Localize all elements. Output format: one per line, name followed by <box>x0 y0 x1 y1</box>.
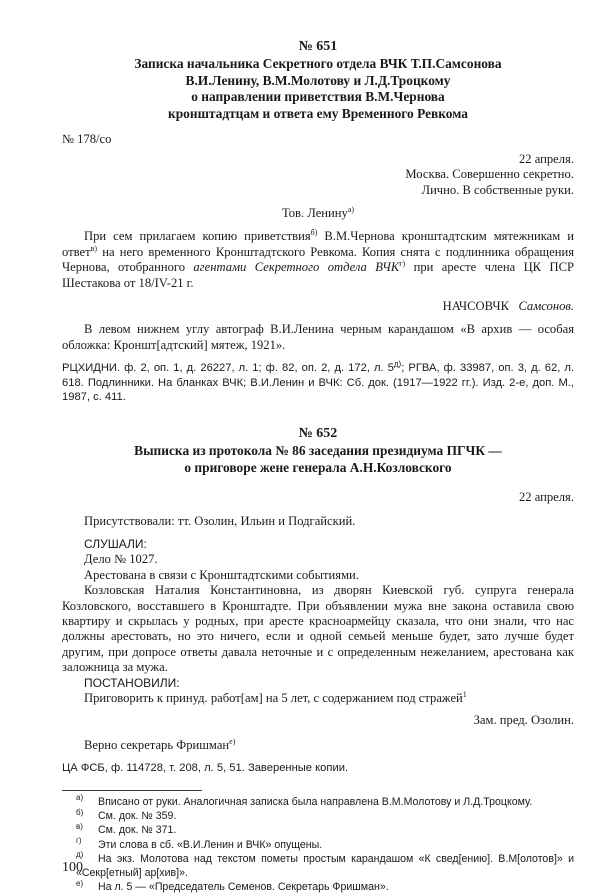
doc-652-source: ЦА ФСБ, ф. 114728, т. 208, л. 5, 51. Заверенные копии. <box>62 762 349 775</box>
footnote-text: Эти слова в сб. «В.И.Ленин и ВЧК» опущены. <box>98 838 323 851</box>
body-text: При сем прилагаем копию приветствия <box>84 229 311 244</box>
doc-651-title-line: В.И.Ленину, В.М.Молотову и Л.Д.Троцкому <box>185 72 451 88</box>
doc-651-title-line: кронштадтцам и ответа ему Временного Ревкома <box>168 105 468 121</box>
heard-label: СЛУШАЛИ: <box>84 537 147 552</box>
arrest-reason: Арестована в связи с Кронштадтскими событиями. <box>84 567 359 582</box>
footnote: $^{д)}$ На экз. Молотова над текстом пометы простым карандашом «К свед[ению]. В.М[олотов]» и «Секр[етный] ар[хив]». <box>76 850 574 879</box>
sentence-text: Приговорить к принуд. работ[ам] на 5 лет, с содержанием под стражей <box>84 691 463 706</box>
body-text: В.М.Чернова кронштадтским мятежникам и ответ <box>62 229 574 259</box>
secretary-text: Верно секретарь Фришман <box>84 737 230 752</box>
doc-651-addressee <box>62 206 574 221</box>
doc-651-title-line: Записка начальника Секретного отдела ВЧК Т.П.Самсонова <box>134 56 502 71</box>
footnote-ref: 1 <box>462 689 467 699</box>
footnote-ref: д) <box>393 359 402 369</box>
addressee-text: Тов. Ленину <box>281 206 348 220</box>
footnote-ref: а) <box>347 204 355 214</box>
footnotes <box>62 795 574 894</box>
page-number: 100 <box>62 860 83 875</box>
footnote-ref: г) <box>399 259 406 269</box>
footnote-ref: е) <box>229 736 236 746</box>
body-italic: агентами Секретного отдела ВЧК <box>193 260 400 275</box>
doc-651-title <box>62 56 574 122</box>
source-text: РЦХИДНИ. ф. 2, оп. 1, д. 26227, л. 1; ф. 82, оп. 2, д. 172, л. 5 <box>62 362 394 375</box>
footnote-divider <box>62 790 202 791</box>
document-page <box>62 38 574 894</box>
doc-652-title-line: о приговоре жене генерала А.Н.Козловского <box>184 459 452 475</box>
doc-652-title <box>62 443 574 476</box>
body-text: на него временного Кронштадтского Ревкома. Копия снята с подлинника обращения Чернова, отобранного <box>62 244 574 275</box>
footnote: $^{в)}$ См. док. № 371. <box>76 821 177 837</box>
case-number: Дело № 1027. <box>84 552 158 567</box>
doc-651-source <box>62 361 574 405</box>
doc-651-note: В левом нижнем углу автограф В.И.Ленина черным карандашом «В архив — особая обложка: Кроншт[адтский] мятеж, 1921». <box>62 322 574 352</box>
footnote-text: На экз. Молотова над текстом пометы простым карандашом «К свед[ению]. В.М[олотов]» и «Секр[етный] ар[хив]». <box>76 852 574 879</box>
doc-651-personal: Лично. В собственные руки. <box>421 182 574 197</box>
body-text: при аресте члена ЦК ПСР Шестакова от 18/IV-21 г. <box>62 260 574 290</box>
decided-label: ПОСТАНОВИЛИ: <box>84 675 180 690</box>
signature-name: Самсонов. <box>518 299 574 314</box>
footnote: $^{а)}$ Вписано от руки. Аналогичная записка была направлена В.М.Молотову и Л.Д.Троцкому. <box>76 793 533 808</box>
doc-652-secretary <box>62 738 574 753</box>
doc-652-number: № 652 <box>298 426 338 442</box>
footnote-text: Вписано от руки. Аналогичная записка была направлена В.М.Молотову и Л.Д.Троцкому. <box>98 795 533 808</box>
doc-651-date: 22 апреля. <box>518 151 574 166</box>
doc-651-place: Москва. Совершенно секретно. <box>405 167 574 182</box>
doc-652-text: Козловская Наталия Константиновна, из дворян Киевской губ. супруга генерала Козловского, восставшего в Кронштадте. При объявлении мужа вне закона оставила свою квартиру и скрылась у родных, при аресте красноармейцу сказала, что они знали, что нас должны арестовать, но это ничего, если и одной семьей меньше будет, зато лучше будет другим, при допросе ответы давала неточные и с определенным нежеланием, арестована как заложница за мужа. <box>62 583 574 675</box>
doc-651-title-line: о направлении приветствия В.М.Чернова <box>191 89 445 105</box>
footnote: $^{б)}$ См. док. № 359. <box>76 807 177 823</box>
doc-652-decision <box>62 676 574 691</box>
footnote-text: На л. 5 — «Председатель Семенов. Секретарь Фришман». <box>98 881 389 894</box>
doc-652-present: Присутствовали: тт. Озолин, Ильин и Подгайский. <box>84 513 356 528</box>
signature-label: НАЧСОВЧК <box>442 299 509 314</box>
doc-652-date: 22 апреля. <box>518 490 574 505</box>
doc-652-protocol <box>62 537 574 583</box>
doc-652-deputy: Зам. пред. Озолин. <box>473 712 574 727</box>
footnote-ref: в) <box>90 243 98 253</box>
doc-651-body <box>62 229 574 291</box>
doc-652-sentence <box>62 691 574 706</box>
footnote-text: См. док. № 371. <box>98 824 177 837</box>
doc-652-title-line: Выписка из протокола № 86 заседания президиума ПГЧК — <box>134 443 502 459</box>
footnote-ref: б) <box>310 228 318 238</box>
doc-651-ref: № 178/со <box>62 132 112 147</box>
doc-651-signature <box>62 299 574 314</box>
footnote: $^{г)}$ Эти слова в сб. «В.И.Ленин и ВЧК» опущены. <box>76 835 323 851</box>
source-text: ; РГВА, ф. 33987, оп. 3, д. 62, л. 618. Подлинники. На бланках ВЧК; В.И.Ленин и ВЧК: Сб. док. (1917—1922 гг.). Изд. 2-е, доп. М., 1987, с. 411. <box>62 362 574 404</box>
doc-651-number: № 651 <box>298 39 338 54</box>
footnote: $^{е)}$ На л. 5 — «Председатель Семенов. Секретарь Фришман». <box>76 878 389 894</box>
footnote-text: См. док. № 359. <box>98 810 177 823</box>
